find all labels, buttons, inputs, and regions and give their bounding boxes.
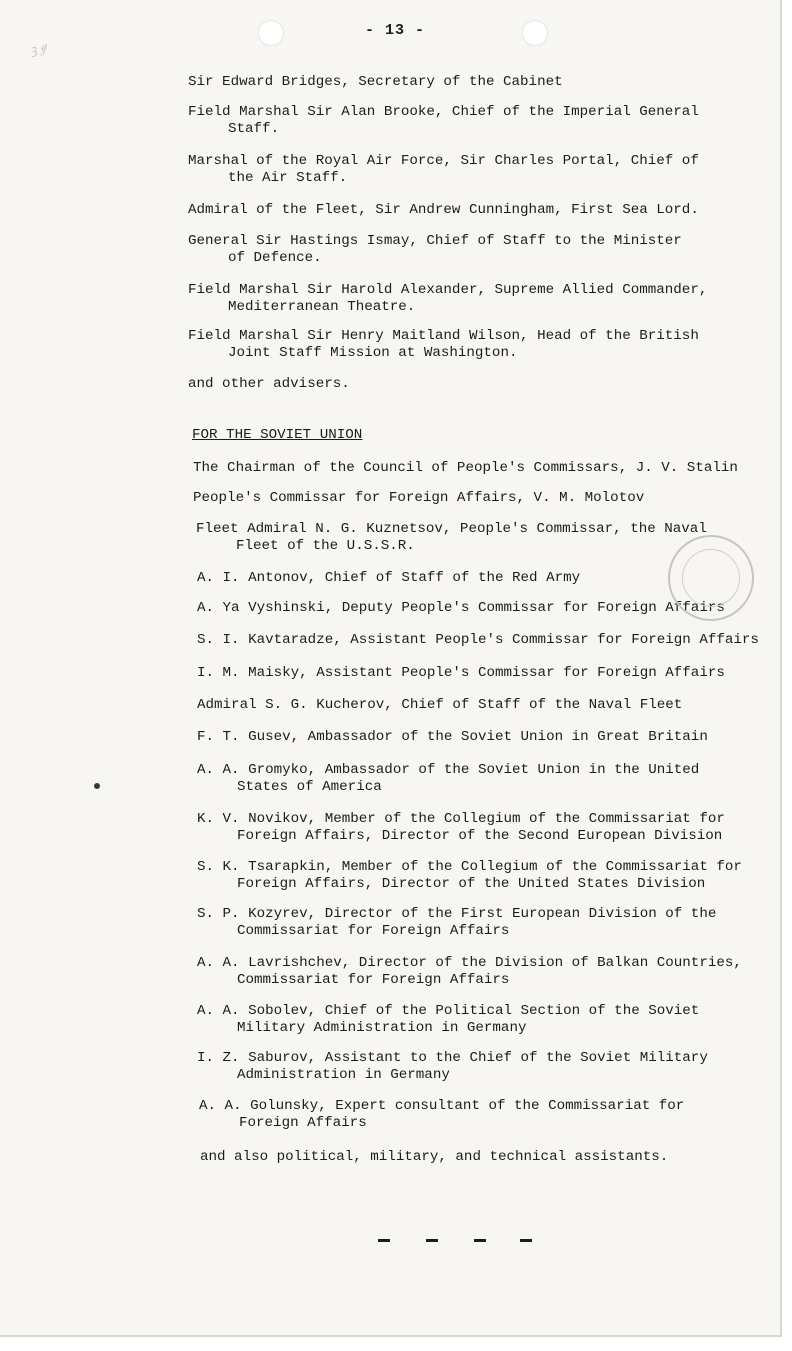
entry-line: S. K. Tsarapkin, Member of the Collegium of the Commissariat for <box>197 859 742 875</box>
entry-continuation: Military Administration in Germany <box>237 1020 527 1036</box>
entry-line: and other advisers. <box>188 376 350 392</box>
entry-continuation: Joint Staff Mission at Washington. <box>228 345 518 361</box>
entry-continuation: Foreign Affairs, Director of the United States Division <box>237 876 706 892</box>
entry-continuation: Foreign Affairs, Director of the Second European Division <box>237 828 723 844</box>
entry-line: I. M. Maisky, Assistant People's Commissar for Foreign Affairs <box>197 665 725 681</box>
stamp-ring <box>674 541 747 614</box>
entry-continuation: Commissariat for Foreign Affairs <box>237 972 510 988</box>
list-item <box>199 1098 684 1132</box>
closing-dash-icon <box>426 1239 438 1242</box>
list-item <box>197 906 716 940</box>
ink-spot-icon <box>94 783 100 789</box>
entry-line: Admiral S. G. Kucherov, Chief of Staff of the Naval Fleet <box>197 697 683 713</box>
list-item <box>197 811 725 845</box>
entry-line: S. I. Kavtaradze, Assistant People's Commissar for Foreign Affairs <box>197 632 759 648</box>
list-item <box>188 104 699 138</box>
list-item <box>196 521 707 555</box>
list-item <box>197 1050 708 1084</box>
entry-line: A. A. Sobolev, Chief of the Political Section of the Soviet <box>197 1003 700 1019</box>
page-number: - 13 - <box>364 22 425 39</box>
entry-continuation: Fleet of the U.S.S.R. <box>236 538 415 554</box>
entry-line: Fleet Admiral N. G. Kuznetsov, People's Commissar, the Naval <box>196 521 707 537</box>
closing-dash-icon <box>520 1239 532 1242</box>
entry-line: Marshal of the Royal Air Force, Sir Charles Portal, Chief of <box>188 153 699 169</box>
entry-line: General Sir Hastings Ismay, Chief of Staff to the Minister <box>188 233 682 249</box>
list-item <box>197 600 725 617</box>
entry-continuation: Staff. <box>228 121 280 137</box>
entry-line: Field Marshal Sir Alan Brooke, Chief of the Imperial General <box>188 104 699 120</box>
entry-continuation: Mediterranean Theatre. <box>228 299 416 315</box>
entry-line: A. A. Golunsky, Expert consultant of the Commissariat for <box>199 1098 685 1114</box>
list-item <box>197 570 580 587</box>
entry-line: Sir Edward Bridges, Secretary of the Cabinet <box>188 74 563 90</box>
entry-line: A. Ya Vyshinski, Deputy People's Commissar for Foreign Affairs <box>197 600 725 616</box>
section-heading: FOR THE SOVIET UNION <box>192 427 363 443</box>
list-item <box>188 328 699 362</box>
entry-line: A. A. Gromyko, Ambassador of the Soviet Union in the United <box>197 762 700 778</box>
entry-continuation: Commissariat for Foreign Affairs <box>237 923 510 939</box>
list-item <box>197 729 708 746</box>
entry-line: F. T. Gusev, Ambassador of the Soviet Union in Great Britain <box>197 729 708 745</box>
pencil-mark-icon: ꝫ ℊ <box>27 38 49 58</box>
list-item <box>188 202 699 219</box>
entry-line: A. I. Antonov, Chief of Staff of the Red Army <box>197 570 581 586</box>
list-item <box>197 632 759 649</box>
list-item <box>188 153 699 187</box>
list-item <box>188 376 350 393</box>
list-item <box>188 282 707 316</box>
entry-line: The Chairman of the Council of People's Commissars, J. V. Stalin <box>193 460 738 476</box>
entry-continuation: Foreign Affairs <box>239 1115 367 1131</box>
entry-line: Field Marshal Sir Harold Alexander, Supreme Allied Commander, <box>188 282 708 298</box>
entry-line: and also political, military, and technical assistants. <box>200 1149 669 1165</box>
entry-continuation: the Air Staff. <box>228 170 348 186</box>
list-item <box>188 233 682 267</box>
list-item <box>197 1003 699 1037</box>
list-item <box>197 697 682 714</box>
entry-line: I. Z. Saburov, Assistant to the Chief of the Soviet Military <box>197 1050 708 1066</box>
entry-line: People's Commissar for Foreign Affairs, V. M. Molotov <box>193 490 645 506</box>
list-item <box>197 955 742 989</box>
entry-line: K. V. Novikov, Member of the Collegium of the Commissariat for <box>197 811 725 827</box>
list-item <box>197 859 742 893</box>
list-item <box>197 665 725 682</box>
entry-continuation: States of America <box>237 779 382 795</box>
closing-dash-icon <box>378 1239 390 1242</box>
entry-line: Field Marshal Sir Henry Maitland Wilson, Head of the British <box>188 328 699 344</box>
entry-line: Admiral of the Fleet, Sir Andrew Cunningham, First Sea Lord. <box>188 202 699 218</box>
entry-continuation: of Defence. <box>228 250 322 266</box>
list-item <box>193 490 644 507</box>
list-item <box>200 1149 668 1166</box>
list-item <box>193 460 738 477</box>
entry-line: A. A. Lavrishchev, Director of the Division of Balkan Countries, <box>197 955 742 971</box>
list-item <box>197 762 699 796</box>
entry-continuation: Administration in Germany <box>237 1067 450 1083</box>
entry-line: S. P. Kozyrev, Director of the First European Division of the <box>197 906 717 922</box>
list-item <box>188 74 563 91</box>
closing-dash-icon <box>474 1239 486 1242</box>
